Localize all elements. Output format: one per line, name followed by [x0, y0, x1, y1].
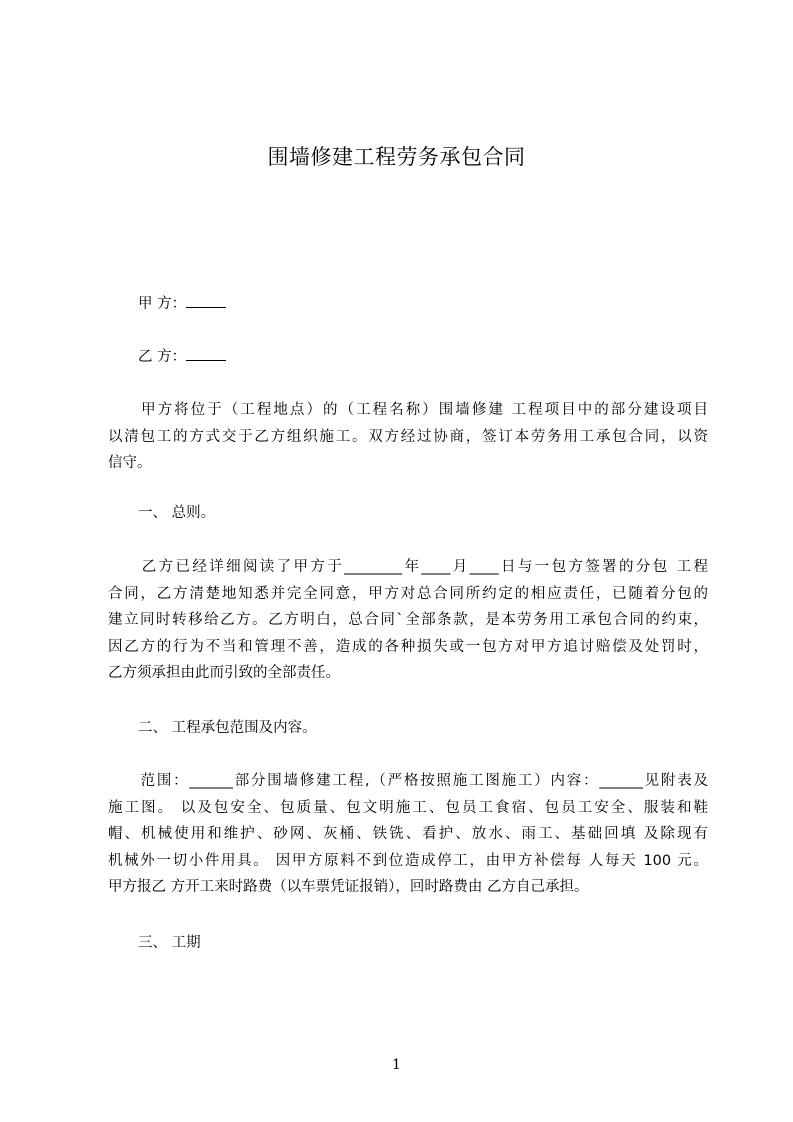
section-2-paragraph [108, 768, 708, 901]
intro-line: 以清包工的方式交于乙方组织施工。双方经过协商，签订本劳务用工承包合同，以资 [108, 428, 708, 445]
intro-paragraph [108, 397, 708, 477]
party-a-label: 甲 方： [138, 296, 187, 312]
section-1-line: 乙方已经详细阅读了甲方于________年____月____日与一包方签署的分包 工程 [108, 559, 708, 575]
section-1-line: 乙方须承担由此而引致的全部责任。 [108, 665, 340, 681]
intro-line: 信守。 [108, 455, 152, 471]
section-1-line: 合同，乙方清楚地知悉并完全同意，甲方对总合同所约定的相应责任，已随着分包的 [108, 585, 708, 602]
party-b-line [138, 346, 226, 367]
section-1-paragraph [108, 554, 708, 687]
section-2-line: 机械外一切小件用具。 因甲方原料不到位造成停工，由甲方补偿每 人每天 100 元。 [108, 852, 708, 869]
section-2-line: 甲方报乙 方开工来时路费（以车票凭证报销），回时路费由 乙方自己承担。 [108, 879, 589, 895]
party-a-blank [186, 293, 226, 308]
section-1-line: 建立同时转移给乙方。乙方明白，总合同`全部条款，是本劳务用工承包合同的约束， [108, 612, 708, 628]
intro-line: 甲方将位于（工程地点）的（工程名称）围墙修建 工程项目中的部分建设项目 [108, 402, 708, 418]
party-b-label: 乙 方： [138, 349, 187, 365]
section-2-line: 范围：______部分围墙修建工程,（严格按照施工图施工）内容：______见附表及 [108, 773, 708, 789]
page-number: 1 [392, 1057, 401, 1073]
section-3-heading: 三、 工期 [138, 935, 201, 951]
section-2-heading: 二、 工程承包范围及内容。 [138, 720, 317, 736]
section-2-line: 施工图。 以及包安全、包质量、包文明施工、包员工食宿、包员工安全、服装和鞋 [108, 799, 708, 816]
section-2-line: 帽、机械使用和维护、砂网、灰桶、铁铣、看护、放水、雨工、基础回填 及除现有 [108, 826, 708, 842]
page-title: 围墙修建工程劳务承包合同 [267, 145, 526, 169]
section-1-heading: 一、 总则。 [138, 505, 216, 521]
party-b-blank [186, 346, 226, 361]
party-a-line [138, 293, 226, 314]
section-1-line: 因乙方的行为不当和管理不善，造成的各种损失或一包方对甲方追讨赔偿及处罚时， [108, 638, 708, 655]
